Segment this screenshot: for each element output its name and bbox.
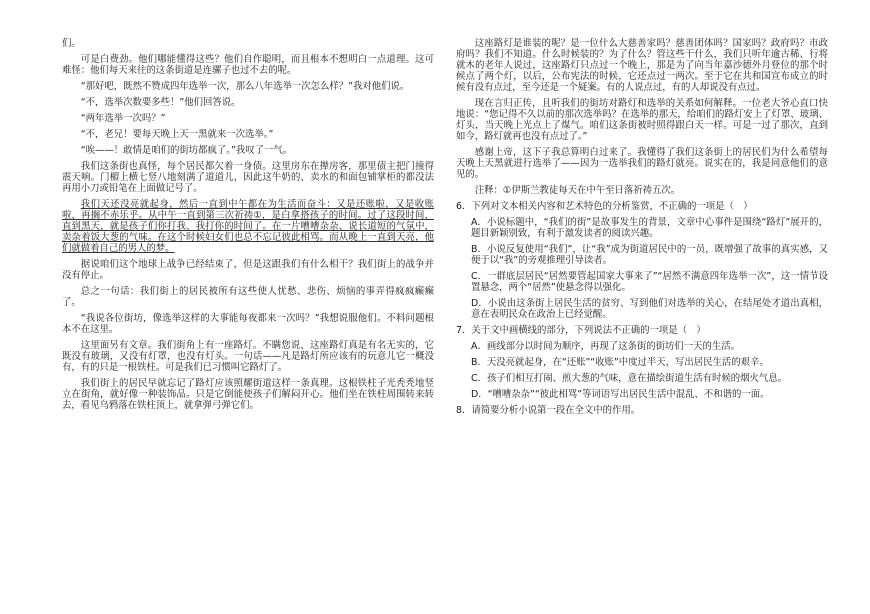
option-7c: C．孩子们相互打闹、煎大葱的气味，意在描绘街道生活有时候的烟火气息。 — [471, 373, 787, 384]
dialogue-line: “唉——！敢情是咱们的街坊都疯了。”我叹了一气。 — [80, 145, 293, 156]
option-6d: D．小说由这条街上居民生活的贫穷、写到他们对选举的关心，在结尾处才道出真相，意在表明民众在政治上已经觉醒。 — [471, 298, 828, 320]
paragraph: 我们这条街也真怪，每个居民都欠着一身债。这里房东在撵房客，那里债主把门撞得震天响。门楣上横七竖八地刻满了道道儿，因此这牛奶的、卖水的和面包铺掌柜的都没法再用小刀或铅笔在上面做记号了。 — [62, 161, 434, 194]
dialogue-line: “不，老兄！要每天晚上天一黑就来一次选举。” — [80, 129, 274, 140]
left-column — [62, 38, 434, 416]
dialogue-line: “那好吧，既然不赞成四年选举一次，那么八年选举一次怎么样？”我对他们说。 — [80, 81, 410, 92]
right-column — [456, 38, 828, 421]
option-7d: D．“嘈嘈杂杂”“彼此相骂”等词语写出居民生活中混乱、不和谐的一面。 — [471, 389, 770, 400]
paragraph: 我们街上的居民早就忘记了路灯应该照耀街道这样一条真理。这根铁柱子光秃秃地竖立在街角，就好像一种装饰品。只是它倒能使孩子们解闷开心。他们坐在铁柱周围转来转去，看见乌鸦落在铁柱顶上，就拿弹弓弹它们。 — [62, 378, 434, 411]
paragraph: 感谢上帝，这下子我总算明白过来了。我懂得了我们这条街上的居民们为什么希望每天晚上天黑就进行选举了——因为一选举我们的路灯就亮。说实在的，我是同意他们的意见的。 — [456, 147, 828, 180]
question-7: 7．关于文中画横线的部分，下列说法不正确的一项是（ ） — [456, 325, 706, 336]
paragraph: 据说咱们这个地球上战争已经结束了，但是这跟我们有什么相干？我们街上的战争并没有停止。 — [62, 259, 434, 281]
paragraph: “我说各位街坊，像选举这样的大事能每夜都来一次吗？”我想说服他们。不料问题根本不在这里。 — [62, 313, 434, 335]
question-6: 6．下列对文本相关内容和艺术特色的分析鉴赏，不正确的一项是（ ） — [456, 201, 753, 212]
dialogue-line: “两年选举一次吗？” — [80, 113, 166, 124]
paragraph: 这座路灯是谁装的呢？是一位什么大慈善家吗？慈善团体吗？国家吗？政府吗？市政府吗？我们不知道。什么时候装的？为了什么？管这些干什么，我们只听年逾古稀、行将就木的老年人说过，这座路灯只点过一个晚上，那是为了向当年嘉沙德外月登位的那个时候点了两个灯，以后，公布宪法的时候，它还点过一两次。至于它在共和国宣布成立的时候有没有点过，至今还是一个疑案。有的人说点过，有的人却说没有点过。 — [456, 38, 828, 93]
option-7a: A．画线部分以时间为顺序，再现了这条街的街坊们一天的生活。 — [471, 341, 740, 352]
paragraph: 这里面另有文章。我们街角上有一座路灯。不瞒您说，这座路灯真是有名无实的，它既没有玻璃，又没有灯罩，也没有灯头。一句话——凡是路灯所应该有的玩意儿它一概没有，有的只是一根铁柱。可是我们已习惯叫它路灯了。 — [62, 340, 434, 373]
option-7b: B．天没亮就起身，在“还账”“收账”中度过半天，写出居民生活的艰辛。 — [471, 357, 769, 368]
option-6c: C．一群底层居民“居然要管起国家大事来了”“居然不满意四年选举一次”，这一情节设置悬念，两个“居然”使悬念得以强化。 — [471, 271, 828, 293]
option-6b: B．小说反复使用“我们”，让“我”成为街道居民中的一员，既增强了故事的真实感，又便于以“我”的旁观推理引导读者。 — [471, 244, 828, 266]
dialogue-line: “不，选举次数要多些！”他们回答说。 — [80, 97, 241, 108]
footnote: 注释：①伊斯兰教徒每天在中午至日落祈祷五次。 — [474, 185, 681, 196]
paragraph: 总之一句话：我们街上的居民被所有这些使人忧愁、悲伤、烦恼的事弄得疯疯癫癫了。 — [62, 286, 434, 308]
paragraph: 们。 — [62, 38, 81, 49]
question-8: 8．请简要分析小说第一段在全文中的作用。 — [456, 405, 641, 416]
paragraph: 可是白费劲。他们哪能懂得这些？他们自作聪明，而且根本不想明白一点道理。这可难怪：他们每天来往的这条街道是连骡子也过不去的呢。 — [62, 54, 434, 76]
option-6a: A．小说标题中，“我们的街”是故事发生的背景，文章中心事件是围绕“路灯”展开的，题目新颖别致，有利于激发读者的阅读兴趣。 — [471, 217, 828, 239]
underlined-paragraph: 我们天还没亮就起身，然后一直到中午都在为生活而奋斗：又是还账啦，又是收账啦，再搁不赤乐乎。从中午一直到第三次祈祷①，是白拿搭孩子的时间。过了这段时间，直到黑天，就是孩子们你打我、我打你的时间了。在一片嘈嘈杂杂、说长道短的气氛中，卖杂着饭大葱的气味。在这个时候妇女们也总不忘记彼此相骂。而从晚上一直到天亮，他们就做着自己的男人的梦。 — [62, 199, 434, 254]
paragraph: 现在言归正传，且听我们的街坊对路灯和选举的关系如何解释。一位老大爷心直口快地说：“您记得不久以前的那次选举吗？在选举的那天，给咱们的路灯安上了灯罩、玻璃、灯头，当天晚上光点上了煤气。咱们这条街被时照得跟白天一样。可是一过了那次，直到如今，路灯就再也没有点过了。” — [456, 98, 828, 142]
